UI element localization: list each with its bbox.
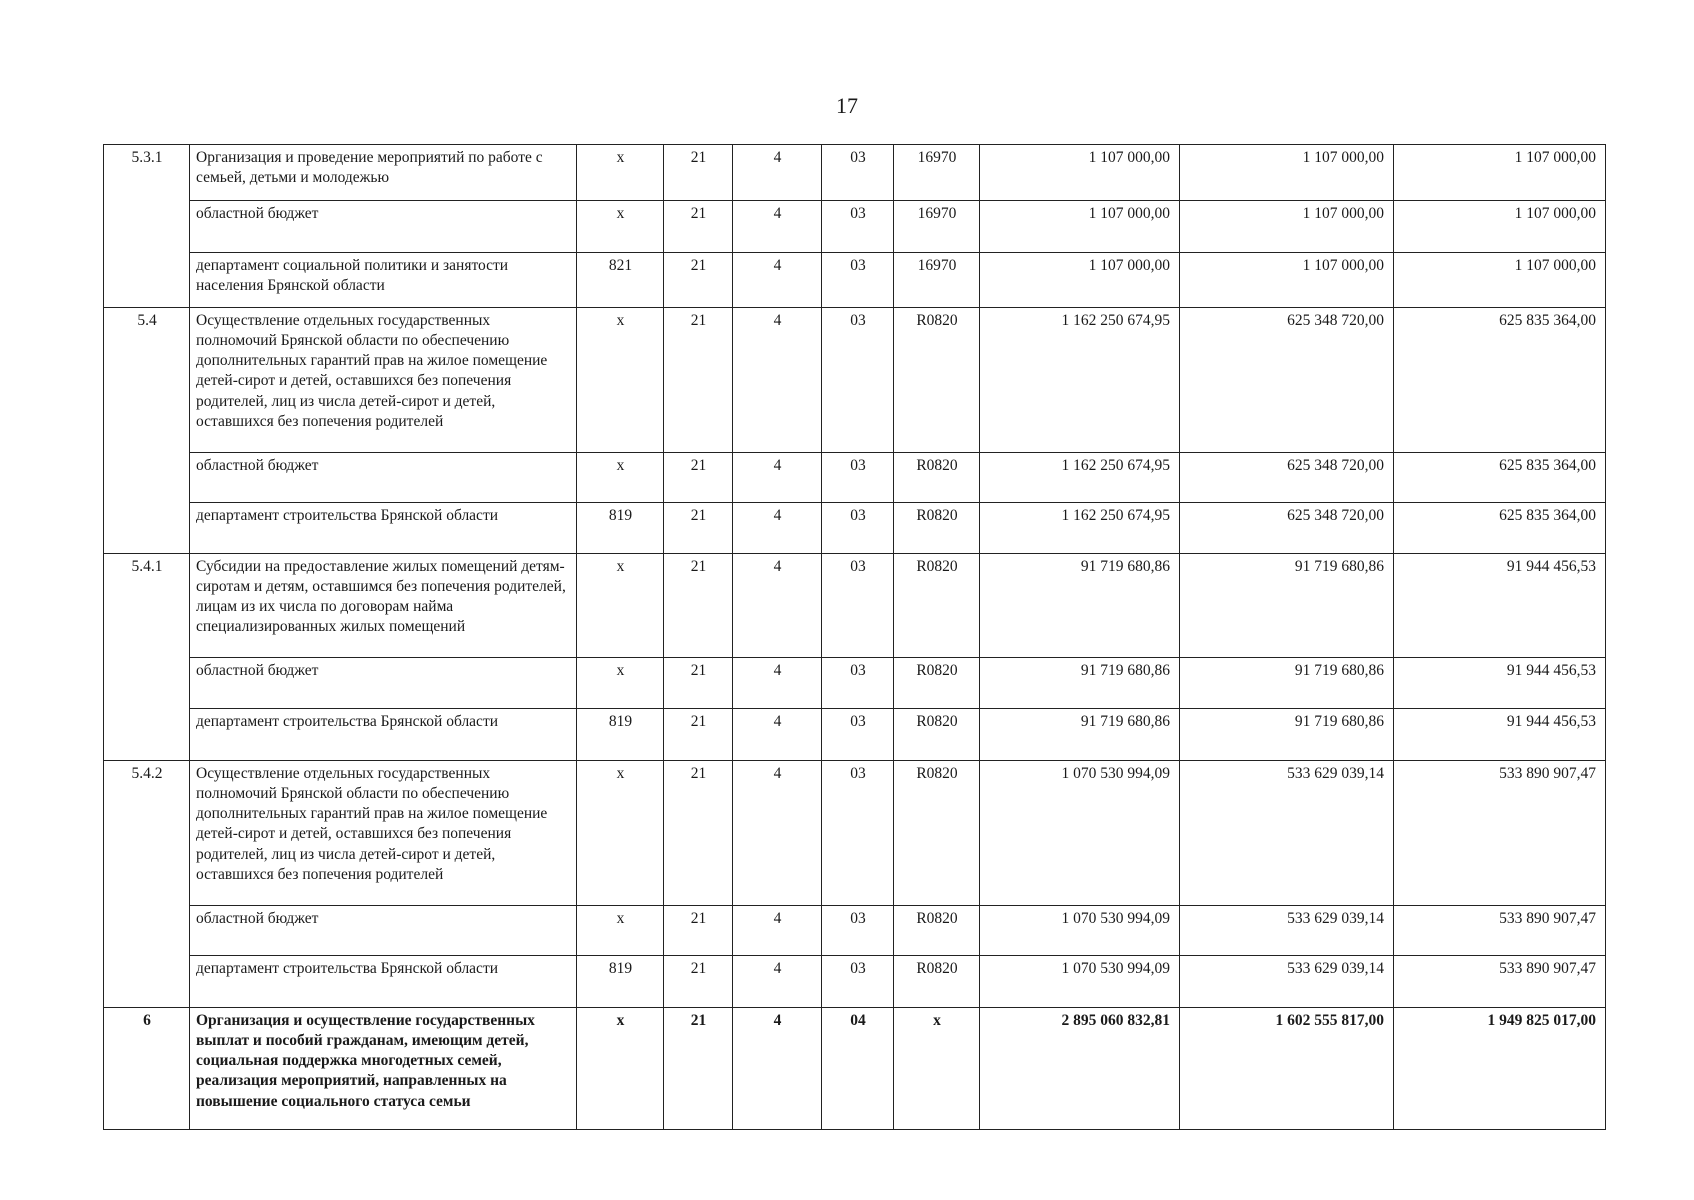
pgp-code: 4 [733,709,822,761]
table-row [104,906,1606,956]
amount-year-1: 1 107 000,00 [980,253,1180,308]
grbs-code: x [577,308,664,453]
amount-year-2: 625 348 720,00 [1180,308,1394,453]
gp-code: 21 [664,145,733,201]
item-name: областной бюджет [190,658,577,709]
amount-year-2: 533 629 039,14 [1180,906,1394,956]
om-code: 03 [822,709,894,761]
amount-year-3: 91 944 456,53 [1394,709,1606,761]
item-name: Осуществление отдельных государственных полномочий Брянской области по обеспечению дополнительных гарантий прав на жилое помещение детей-сирот и детей, оставшихся без попечения родителей, лиц из числа детей-сирот и детей, оставшихся без попечения родителей [190,761,577,906]
direction-code: R0820 [894,308,980,453]
om-code: 04 [822,1008,894,1130]
amount-year-3: 91 944 456,53 [1394,554,1606,658]
amount-year-3: 533 890 907,47 [1394,956,1606,1008]
grbs-code: x [577,453,664,503]
om-code: 03 [822,956,894,1008]
amount-year-3: 625 835 364,00 [1394,453,1606,503]
item-name: Осуществление отдельных государственных полномочий Брянской области по обеспечению дополнительных гарантий прав на жилое помещение детей-сирот и детей, оставшихся без попечения родителей, лиц из числа детей-сирот и детей, оставшихся без попечения родителей [190,308,577,453]
direction-code: 16970 [894,253,980,308]
gp-code: 21 [664,308,733,453]
budget-table [103,144,1606,1130]
gp-code: 21 [664,253,733,308]
direction-code: R0820 [894,906,980,956]
gp-code: 21 [664,906,733,956]
amount-year-2: 1 107 000,00 [1180,201,1394,253]
amount-year-3: 533 890 907,47 [1394,906,1606,956]
pgp-code: 4 [733,906,822,956]
gp-code: 21 [664,503,733,554]
direction-code: x [894,1008,980,1130]
amount-year-3: 1 107 000,00 [1394,145,1606,201]
item-name: департамент социальной политики и занятости населения Брянской области [190,253,577,308]
item-number: 6 [104,1008,190,1130]
amount-year-1: 91 719 680,86 [980,658,1180,709]
amount-year-2: 1 107 000,00 [1180,253,1394,308]
item-number: 5.4.1 [104,554,190,761]
direction-code: R0820 [894,956,980,1008]
table-row [104,956,1606,1008]
amount-year-3: 625 835 364,00 [1394,308,1606,453]
pgp-code: 4 [733,201,822,253]
om-code: 03 [822,554,894,658]
om-code: 03 [822,145,894,201]
amount-year-3: 1 107 000,00 [1394,253,1606,308]
amount-year-2: 91 719 680,86 [1180,658,1394,709]
amount-year-3: 1 107 000,00 [1394,201,1606,253]
om-code: 03 [822,308,894,453]
direction-code: R0820 [894,709,980,761]
grbs-code: x [577,1008,664,1130]
pgp-code: 4 [733,253,822,308]
item-name: Организация и проведение мероприятий по работе с семьей, детьми и молодежью [190,145,577,201]
amount-year-3: 625 835 364,00 [1394,503,1606,554]
amount-year-1: 1 070 530 994,09 [980,956,1180,1008]
amount-year-1: 91 719 680,86 [980,709,1180,761]
grbs-code: x [577,201,664,253]
table-row [104,453,1606,503]
table-row [104,503,1606,554]
amount-year-3: 1 949 825 017,00 [1394,1008,1606,1130]
table-row [104,761,1606,906]
gp-code: 21 [664,761,733,906]
item-name: департамент строительства Брянской области [190,503,577,554]
grbs-code: 821 [577,253,664,308]
pgp-code: 4 [733,308,822,453]
grbs-code: x [577,906,664,956]
amount-year-3: 91 944 456,53 [1394,658,1606,709]
amount-year-3: 533 890 907,47 [1394,761,1606,906]
item-name: Организация и осуществление государственных выплат и пособий гражданам, имеющим детей, социальная поддержка многодетных семей, реализация мероприятий, направленных на повышение социального статуса семьи [190,1008,577,1130]
pgp-code: 4 [733,658,822,709]
om-code: 03 [822,453,894,503]
om-code: 03 [822,906,894,956]
grbs-code: 819 [577,503,664,554]
table-row [104,658,1606,709]
amount-year-1: 1 107 000,00 [980,145,1180,201]
table-row [104,1008,1606,1130]
item-name: Субсидии на предоставление жилых помещений детям-сиротам и детям, оставшимся без попечения родителей, лицам из их числа по договорам найма специализированных жилых помещений [190,554,577,658]
direction-code: R0820 [894,658,980,709]
om-code: 03 [822,253,894,308]
table-row [104,201,1606,253]
amount-year-1: 91 719 680,86 [980,554,1180,658]
amount-year-2: 533 629 039,14 [1180,761,1394,906]
amount-year-1: 1 070 530 994,09 [980,761,1180,906]
direction-code: 16970 [894,145,980,201]
amount-year-1: 2 895 060 832,81 [980,1008,1180,1130]
gp-code: 21 [664,956,733,1008]
amount-year-2: 1 107 000,00 [1180,145,1394,201]
table-row [104,554,1606,658]
gp-code: 21 [664,1008,733,1130]
page-number: 17 [836,93,858,118]
item-name: областной бюджет [190,201,577,253]
om-code: 03 [822,201,894,253]
amount-year-2: 1 602 555 817,00 [1180,1008,1394,1130]
direction-code: R0820 [894,503,980,554]
gp-code: 21 [664,658,733,709]
table-row [104,145,1606,201]
gp-code: 21 [664,554,733,658]
pgp-code: 4 [733,1008,822,1130]
pgp-code: 4 [733,453,822,503]
table-row [104,308,1606,453]
pgp-code: 4 [733,554,822,658]
amount-year-2: 625 348 720,00 [1180,503,1394,554]
pgp-code: 4 [733,503,822,554]
amount-year-2: 91 719 680,86 [1180,709,1394,761]
item-name: департамент строительства Брянской области [190,709,577,761]
direction-code: R0820 [894,453,980,503]
om-code: 03 [822,658,894,709]
direction-code: 16970 [894,201,980,253]
amount-year-1: 1 107 000,00 [980,201,1180,253]
grbs-code: x [577,761,664,906]
amount-year-1: 1 162 250 674,95 [980,503,1180,554]
grbs-code: x [577,658,664,709]
pgp-code: 4 [733,956,822,1008]
amount-year-2: 625 348 720,00 [1180,453,1394,503]
table-row [104,709,1606,761]
om-code: 03 [822,503,894,554]
item-number: 5.4 [104,308,190,554]
table-row [104,253,1606,308]
item-name: областной бюджет [190,906,577,956]
amount-year-2: 533 629 039,14 [1180,956,1394,1008]
grbs-code: 819 [577,956,664,1008]
amount-year-1: 1 162 250 674,95 [980,453,1180,503]
om-code: 03 [822,761,894,906]
item-name: областной бюджет [190,453,577,503]
pgp-code: 4 [733,145,822,201]
gp-code: 21 [664,201,733,253]
item-number: 5.4.2 [104,761,190,1008]
amount-year-1: 1 162 250 674,95 [980,308,1180,453]
amount-year-2: 91 719 680,86 [1180,554,1394,658]
item-name: департамент строительства Брянской области [190,956,577,1008]
grbs-code: 819 [577,709,664,761]
pgp-code: 4 [733,761,822,906]
item-number: 5.3.1 [104,145,190,308]
gp-code: 21 [664,709,733,761]
direction-code: R0820 [894,761,980,906]
amount-year-1: 1 070 530 994,09 [980,906,1180,956]
direction-code: R0820 [894,554,980,658]
grbs-code: x [577,554,664,658]
grbs-code: x [577,145,664,201]
gp-code: 21 [664,453,733,503]
